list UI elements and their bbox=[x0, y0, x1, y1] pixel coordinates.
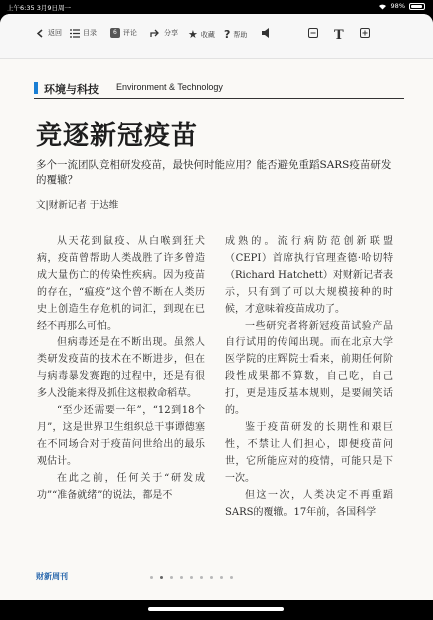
magazine-logo: 财新周刊 bbox=[36, 572, 68, 581]
help-label: 帮助 bbox=[233, 30, 248, 39]
article-subtitle: 多个一流团队竞相研发疫苗，最快何时能应用？能否避免重蹈SARS疫苗研发的覆辙？ bbox=[36, 159, 392, 186]
article-page bbox=[0, 59, 433, 600]
page-indicator[interactable] bbox=[150, 576, 233, 579]
back-arrow-icon bbox=[36, 29, 45, 38]
back-button[interactable] bbox=[36, 28, 62, 38]
status-time-date bbox=[7, 3, 71, 12]
article-column-left bbox=[37, 234, 205, 505]
help-icon: ? bbox=[224, 28, 231, 41]
back-label: 返回 bbox=[48, 29, 62, 37]
status-date: 3月9日周一 bbox=[36, 4, 71, 12]
paragraph: 鉴于疫苗研发的长期性和艰巨性，不禁让人们担心，即便疫苗问世，它所能应对的疫情，可能只是下一次。 bbox=[225, 421, 393, 484]
status-right bbox=[378, 2, 425, 10]
list-icon bbox=[70, 29, 80, 38]
font-increase-button[interactable] bbox=[360, 28, 370, 38]
home-indicator[interactable] bbox=[148, 607, 284, 611]
share-label: 分享 bbox=[164, 29, 178, 37]
article-column-right bbox=[225, 234, 393, 521]
page-dot[interactable] bbox=[210, 576, 213, 579]
battery-icon bbox=[409, 3, 425, 10]
font-decrease-button[interactable] bbox=[308, 28, 318, 38]
comment-count-badge: 6 bbox=[110, 28, 120, 38]
section-accent-bar bbox=[34, 82, 38, 94]
page-dot[interactable] bbox=[200, 576, 203, 579]
section-rule bbox=[34, 98, 404, 99]
section-header bbox=[34, 79, 404, 99]
page-dot[interactable] bbox=[150, 576, 153, 579]
page-dot[interactable] bbox=[180, 576, 183, 579]
minus-box-icon bbox=[308, 28, 318, 38]
paragraph: 从天花到鼠疫、从白喉到狂犬病，疫苗曾帮助人类战胜了许多曾造成大量伤亡的传染性疾病。因为疫苗的存在，“瘟疫”这个曾不断在人类历史上创造生存危机的词汇，到现在已经不再那么可怕。 bbox=[37, 236, 205, 332]
page-dot[interactable] bbox=[220, 576, 223, 579]
comment-button[interactable] bbox=[110, 28, 137, 38]
plus-box-icon bbox=[360, 28, 370, 38]
page-dot[interactable] bbox=[230, 576, 233, 579]
paragraph: “至少还需要一年”，“12到18个月”，这是世界卫生组织总干事谭德塞在不同场合对于疫苗问世给出的最乐观估计。 bbox=[37, 405, 205, 467]
wifi-icon bbox=[378, 3, 387, 10]
paragraph: 但这一次，人类决定不再重蹈SARS的覆辙。17年前，各国科学 bbox=[225, 489, 393, 518]
battery-percent: 98% bbox=[390, 2, 405, 10]
toc-label: 目录 bbox=[83, 29, 97, 37]
audio-button[interactable] bbox=[262, 28, 271, 38]
status-time: 上午6:35 bbox=[7, 4, 35, 12]
star-icon: ★ bbox=[188, 28, 198, 41]
status-bar bbox=[0, 0, 433, 14]
share-button[interactable] bbox=[150, 28, 178, 38]
page-dot[interactable] bbox=[170, 576, 173, 579]
home-indicator-area bbox=[0, 600, 433, 620]
speaker-icon bbox=[262, 28, 271, 38]
share-icon bbox=[150, 29, 161, 38]
article-byline: 文|财新记者 于达维 bbox=[36, 200, 119, 211]
help-button[interactable] bbox=[224, 28, 247, 41]
font-style-button[interactable] bbox=[334, 28, 344, 43]
paragraph: 但病毒还是在不断出现。虽然人类研发疫苗的技术在不断进步，但在与病毒暴发赛跑的过程中，还是有很多人没能来得及抓住这根救命稻草。 bbox=[37, 337, 205, 400]
favorite-button[interactable] bbox=[188, 28, 215, 41]
section-title-en: Environment & Technology bbox=[116, 82, 223, 92]
reader-toolbar bbox=[0, 14, 433, 59]
paragraph-continued: 成熟的。流行病防范创新联盟（CEPI）首席执行官理查德·哈切特（Richard Hatchett）对财新记者表示，只有到了可以大规模接种的时候，才意味着疫苗成功了。 bbox=[225, 236, 393, 315]
page-dot[interactable] bbox=[190, 576, 193, 579]
text-style-icon: T bbox=[334, 28, 344, 43]
paragraph: 在此之前，任何关于“研发成功”“准备就绪”的说法，都是不 bbox=[37, 472, 205, 501]
favorite-label: 收藏 bbox=[200, 30, 215, 39]
toc-button[interactable] bbox=[70, 28, 97, 38]
page-dot[interactable] bbox=[160, 576, 163, 579]
paragraph: 一些研究者将新冠疫苗试验产品自行试用的传闻出现。而在北京大学医学院的庄辉院士看来，前期任何阶段性成果都不算数，自己吃，自己打，更是违反基本规则，是要闹笑话的。 bbox=[225, 320, 393, 417]
article-title: 竞逐新冠疫苗 bbox=[36, 121, 199, 151]
comment-label: 评论 bbox=[122, 29, 137, 37]
reader-screen bbox=[0, 14, 433, 600]
section-title-zh: 环境与科技 bbox=[44, 83, 99, 96]
